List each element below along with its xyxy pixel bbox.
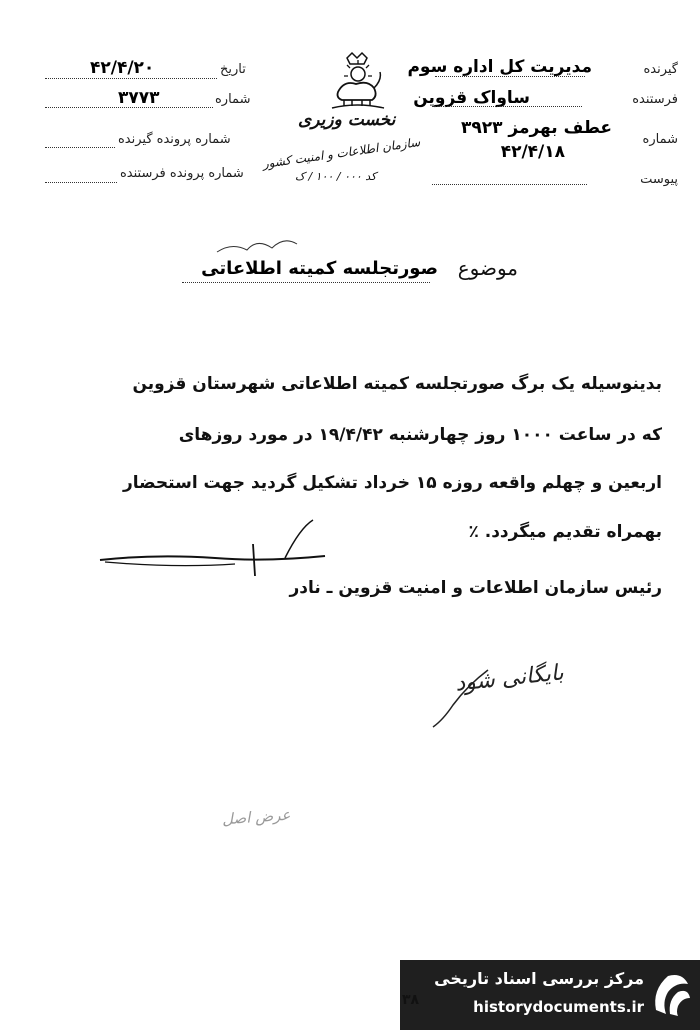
attachment-dots bbox=[432, 184, 587, 185]
number-value-date: ۴۲/۴/۱۸ bbox=[500, 142, 565, 162]
body-line-4: بهمراه تقدیم میگردد. ٪ bbox=[468, 522, 662, 542]
handwritten-note-1: بایگانی شود bbox=[453, 660, 565, 697]
subject-label: موضوع bbox=[457, 256, 518, 280]
date-value: ۴۲/۴/۲۰ bbox=[90, 58, 155, 78]
recipient-label: گیرنده bbox=[643, 62, 678, 77]
lion-and-sun-emblem-icon bbox=[322, 50, 392, 110]
body-line-3: اربعین و چهلم واقعه روزه ۱۵ خرداد تشکیل گردید جهت استحضار bbox=[122, 473, 662, 493]
subject-handwriting-mark bbox=[212, 232, 302, 260]
sender-dots bbox=[432, 106, 582, 107]
handwritten-note-2: عرض اصل bbox=[221, 805, 291, 829]
emblem-line1: نخست وزیری bbox=[298, 110, 396, 130]
sender-value: ساواک قزوین bbox=[413, 88, 530, 108]
letter-number-label: شماره bbox=[215, 92, 251, 107]
subject-value: صورتجلسه کمیته اطلاعاتی bbox=[201, 258, 438, 279]
emblem-line3: کد ۰۰۰ / ۱۰۰ / ک bbox=[295, 170, 377, 183]
handwritten-note-stroke bbox=[428, 665, 508, 735]
archive-logo-icon bbox=[648, 970, 694, 1020]
sender-file-label: شماره پرونده فرستنده bbox=[120, 166, 244, 181]
archive-url: historydocuments.ir bbox=[473, 998, 644, 1016]
recipient-file-label: شماره پرونده گیرنده bbox=[118, 132, 231, 147]
archive-footer bbox=[400, 960, 700, 1030]
number-value: عطف بهرمز ۳۹۲۳ bbox=[460, 118, 612, 138]
body-line-2: که در ساعت ۱۰۰۰ روز چهارشنبه ۱۹/۴/۴۲ در مورد روزهای bbox=[178, 425, 662, 445]
recipient-value: مدیریت کل اداره سوم bbox=[407, 57, 592, 77]
date-dots bbox=[45, 78, 217, 79]
body-line-1: بدینوسیله یک برگ صورتجلسه کمیته اطلاعاتی شهرستان قزوین bbox=[132, 374, 662, 394]
recipient-dots bbox=[435, 76, 585, 77]
number-label: شماره bbox=[642, 132, 678, 147]
signature-line: رئیس سازمان اطلاعات و امنیت قزوین ـ نادر bbox=[289, 578, 662, 598]
sender-label: فرستنده bbox=[632, 92, 678, 107]
emblem-line2: سازمان اطلاعات و امنیت کشور bbox=[261, 135, 422, 171]
archive-org-name: مرکز بررسی اسناد تاریخی bbox=[434, 969, 644, 988]
recipient-file-dots bbox=[45, 147, 115, 148]
date-label: تاریخ bbox=[220, 62, 246, 77]
subject-dots bbox=[182, 282, 430, 283]
letter-number-value: ۳۷۷۳ bbox=[118, 88, 160, 108]
attachment-label: پیوست bbox=[640, 172, 678, 187]
page-number: ۳۸ bbox=[402, 992, 420, 1008]
letter-number-dots bbox=[45, 107, 213, 108]
sender-file-dots bbox=[45, 182, 117, 183]
